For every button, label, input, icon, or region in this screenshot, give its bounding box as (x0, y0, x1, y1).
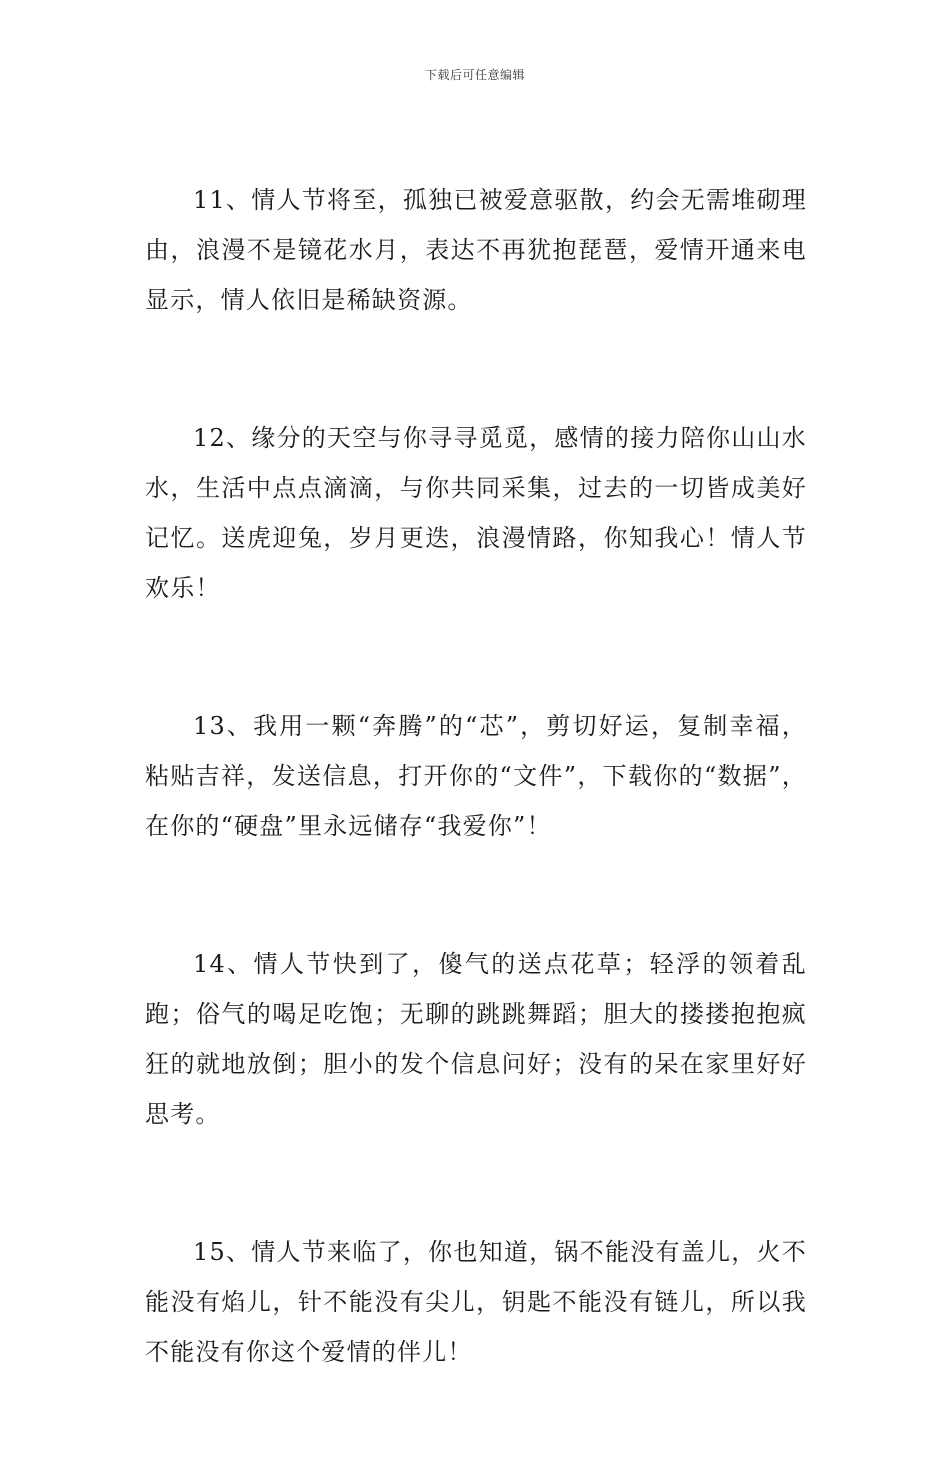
paragraph-13: 13、我用一颗“奔腾”的“芯”，剪切好运，复制幸福，粘贴吉祥，发送信息，打开你的“文件”，下载你的“数据”，在你的“硬盘”里永远储存“我爱你”！ (145, 712, 807, 840)
paragraph-11: 11、情人节将至，孤独已被爱意驱散，约会无需堆砌理由，浪漫不是镜花水月，表达不再犹抱琵琶，爱情开通来电显示，情人依旧是稀缺资源。 (145, 186, 807, 314)
paragraph-14: 14、情人节快到了，傻气的送点花草；轻浮的领着乱跑；俗气的喝足吃饱；无聊的跳跳舞蹈；胆大的搂搂抱抱疯狂的就地放倒；胆小的发个信息问好；没有的呆在家里好好思考。 (145, 950, 807, 1128)
page-header: 下载后可任意编辑 (424, 68, 525, 82)
paragraph-15: 15、情人节来临了，你也知道，锅不能没有盖儿，火不能没有焰儿，针不能没有尖儿，钥匙不能没有链儿，所以我不能没有你这个爱情的伴儿！ (145, 1238, 807, 1366)
document-body (145, 175, 807, 1465)
paragraph-12: 12、缘分的天空与你寻寻觅觅，感情的接力陪你山山水水，生活中点点滴滴，与你共同采集，过去的一切皆成美好记忆。送虎迎兔，岁月更迭，浪漫情路，你知我心！情人节欢乐！ (145, 424, 807, 602)
